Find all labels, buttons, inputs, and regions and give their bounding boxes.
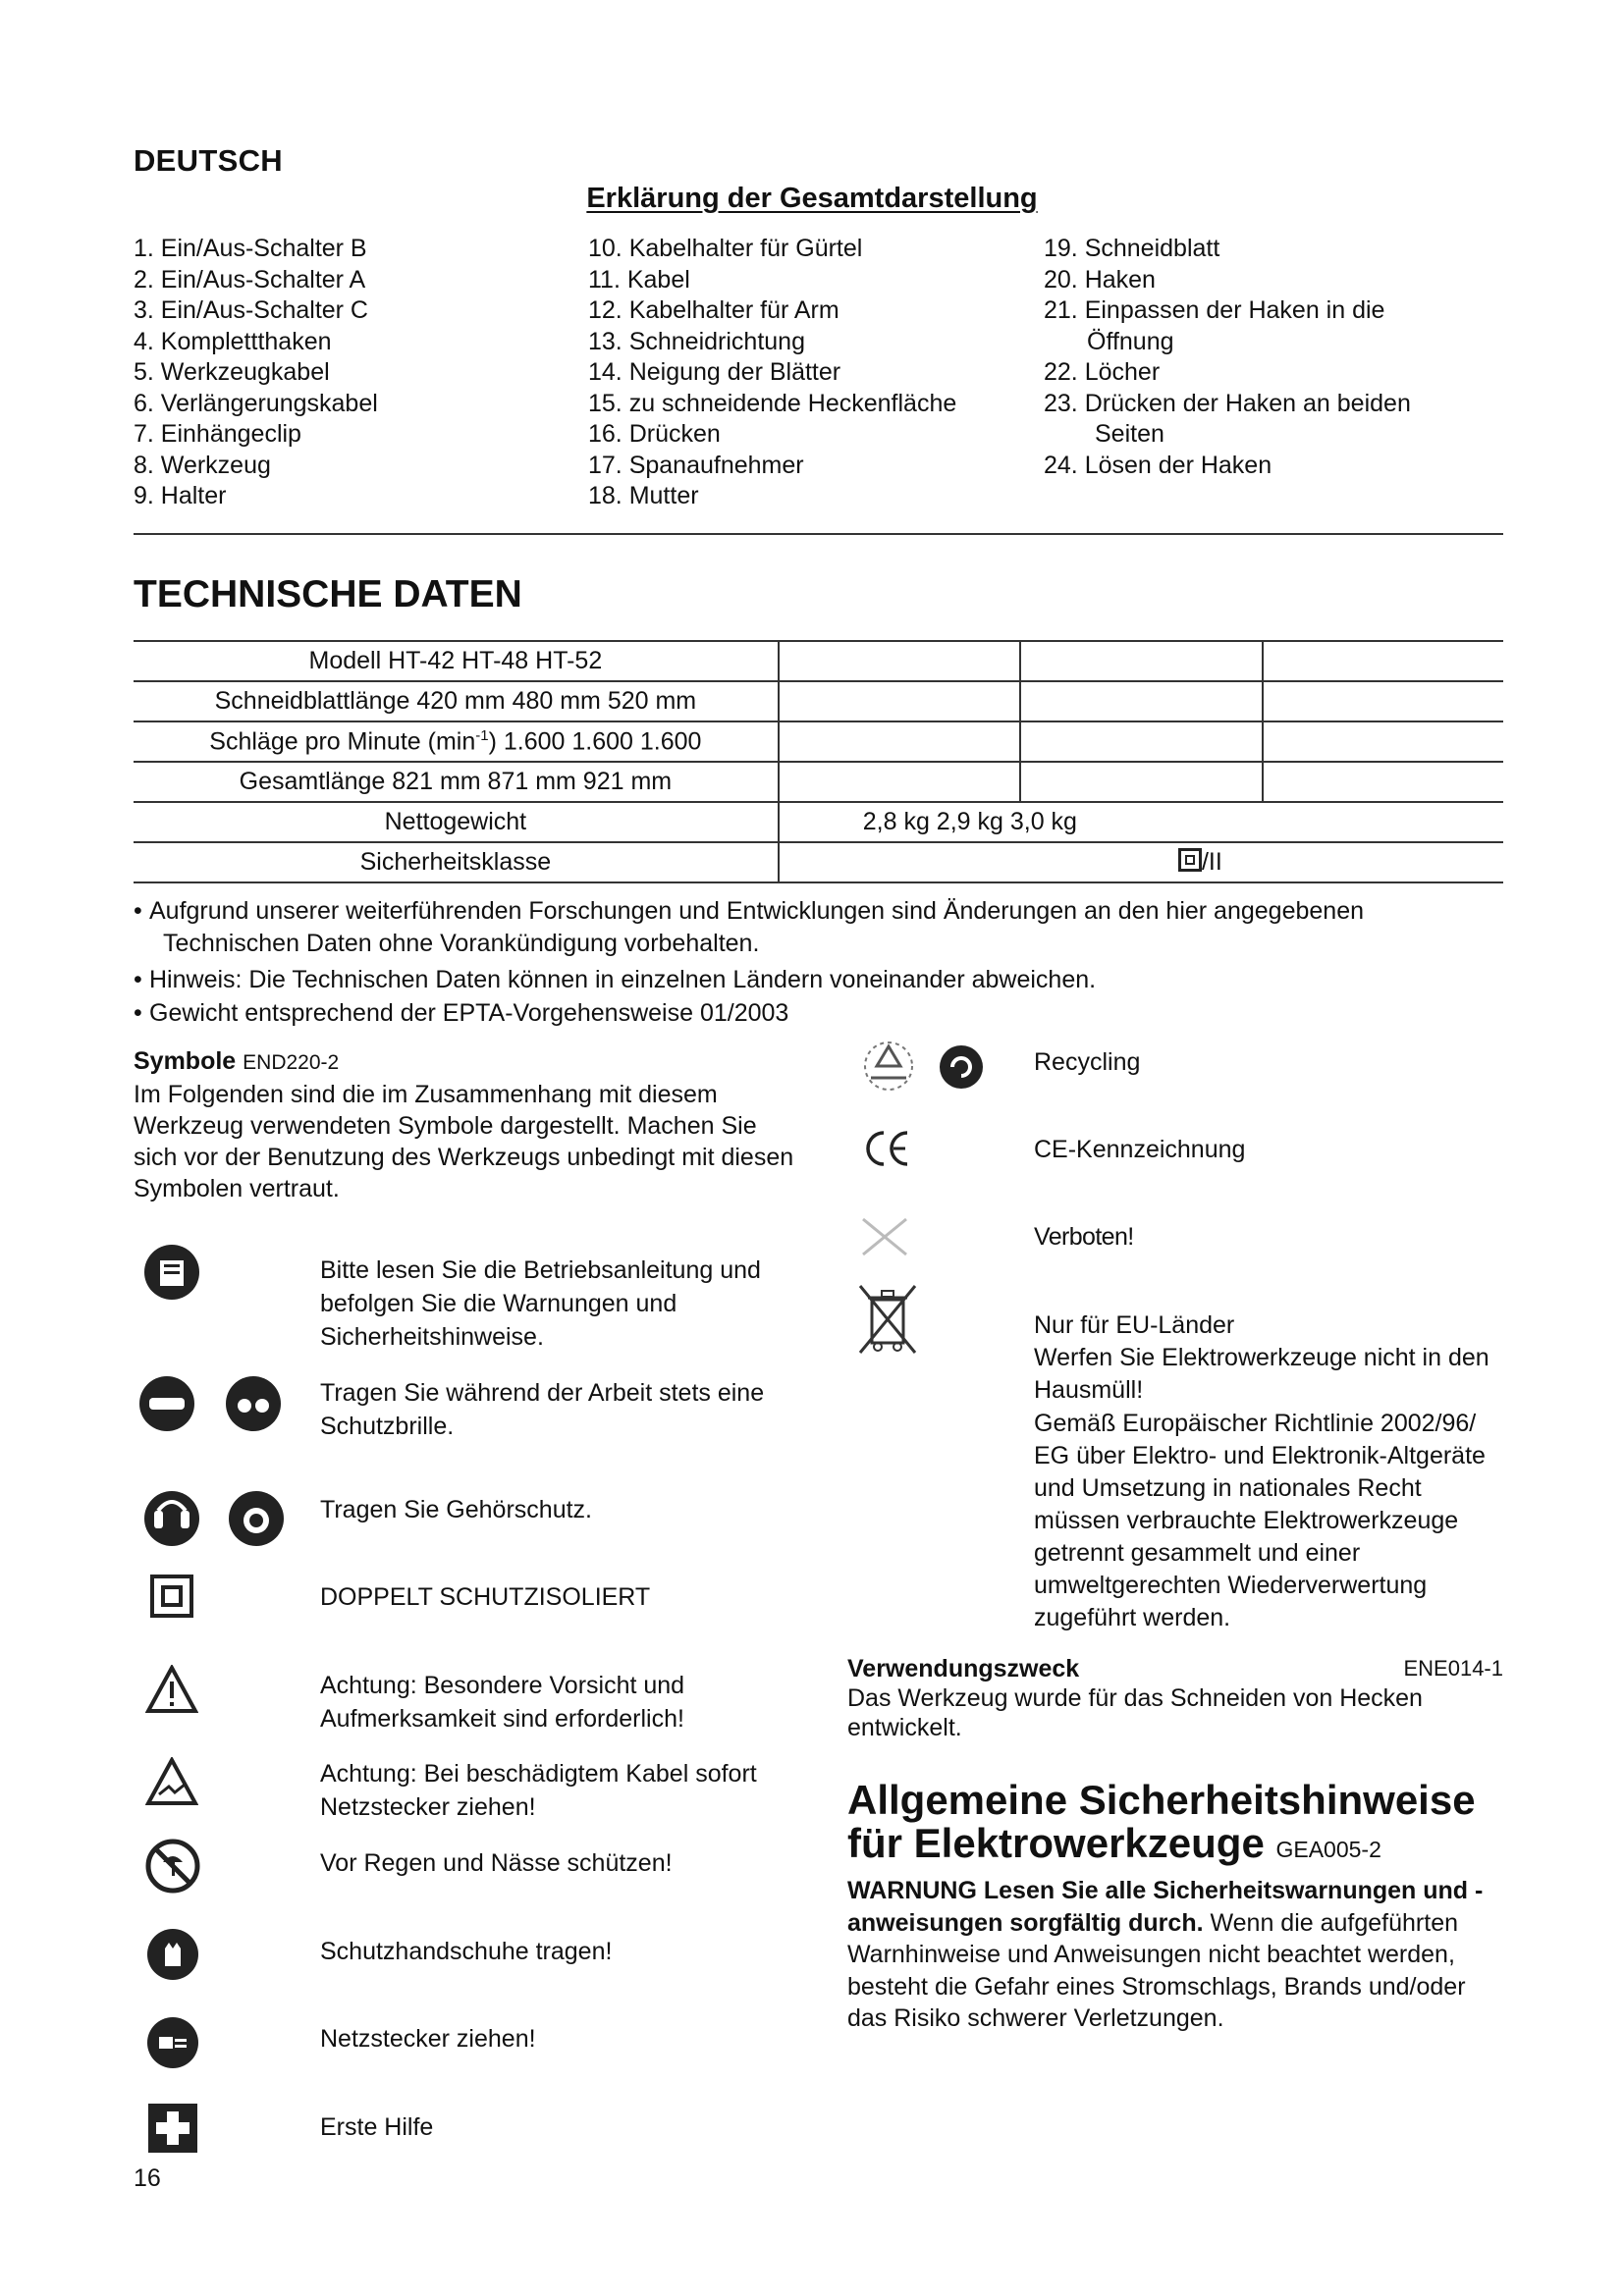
list-item: 18. Mutter <box>588 482 699 509</box>
language-heading: DEUTSCH <box>134 143 283 178</box>
list-item: 11. Kabel <box>588 265 690 294</box>
table-row <box>134 641 1503 681</box>
overview-title: Erklärung der Gesamtdarstellung <box>586 183 1038 214</box>
usage-code: ENE014-1 <box>1403 1656 1503 1681</box>
list-item: 8. Werkzeug <box>134 451 271 479</box>
symbol-text-recycling: Recycling <box>1034 1048 1141 1076</box>
symbol-text-household-waste: Werfen Sie Elektrowerkzeuge nicht in den Hausmüll! <box>1034 1344 1489 1404</box>
symbol-text-damaged-cable: Achtung: Bei beschädigtem Kabel sofort Netzstecker ziehen! <box>320 1760 757 1821</box>
list-item: 22. Löcher <box>1044 358 1161 386</box>
list-item: 5. Werkzeugkabel <box>134 358 330 386</box>
recycling-icon <box>861 1039 916 1094</box>
spec-label: Nettogewicht <box>134 802 779 842</box>
spec-value: 2,8 kg 2,9 kg 3,0 kg <box>779 802 1503 842</box>
list-item: 2. Ein/Aus-Schalter A <box>134 265 366 294</box>
symbol-text-goggles: Tragen Sie während der Arbeit stets eine Schutzbrille. <box>320 1379 765 1440</box>
list-item: 1. Ein/Aus-Schalter B <box>134 235 367 262</box>
no-rain-icon <box>145 1839 200 1894</box>
table-row <box>134 681 1503 721</box>
divider <box>134 533 1503 535</box>
gloves-icon <box>145 1927 200 1982</box>
list-item: 12. Kabelhalter für Arm <box>588 296 839 324</box>
specs-table <box>134 640 1503 883</box>
symbol-text-ear-protection: Tragen Sie Gehörschutz. <box>320 1496 592 1523</box>
safety-title: Allgemeine Sicherheitshinweise für Elektrowerkzeuge GEA005-2 <box>847 1777 1476 1866</box>
safety-warning: WARNUNG Lesen Sie alle Sicherheitswarnungen und -anweisungen sorgfältig durch. Wenn die aufgeführten Warnhinweise und Anweisungen nicht beachtet werden, besteht die Gefahr eines Stromschlags, Brands und/oder das Risiko schwerer Verletzungen. <box>847 1877 1484 2032</box>
table-row <box>134 762 1503 802</box>
list-item: Seiten <box>1095 420 1164 448</box>
spec-label: Schneidblattlänge 420 mm 480 mm 520 mm <box>134 681 779 721</box>
list-item: 6. Verlängerungskabel <box>134 389 378 417</box>
spec-label: Modell HT-42 HT-48 HT-52 <box>134 641 779 681</box>
usage-text: Das Werkzeug wurde für das Schneiden von Hecken entwickelt. <box>847 1684 1423 1741</box>
list-item: 4. Komplettthaken <box>134 327 332 355</box>
symbol-text-caution: Achtung: Besondere Vorsicht und Aufmerksamkeit sind erforderlich! <box>320 1672 685 1733</box>
prohibited-icon <box>857 1215 912 1258</box>
green-dot-icon <box>933 1037 990 1094</box>
list-item: 17. Spanaufnehmer <box>588 451 804 479</box>
usage-section <box>847 1654 1503 1742</box>
usage-heading: Verwendungszweck <box>847 1655 1080 1682</box>
list-item: 20. Haken <box>1044 265 1156 294</box>
parts-column-3 <box>1044 234 1411 481</box>
list-item: 15. zu schneidende Heckenfläche <box>588 389 957 417</box>
list-item: 3. Ein/Aus-Schalter C <box>134 296 368 324</box>
damaged-cable-warning-icon <box>145 1757 198 1806</box>
ce-mark-icon <box>864 1129 913 1168</box>
warning-triangle-icon <box>145 1665 198 1714</box>
list-item: 21. Einpassen der Haken in die <box>1044 296 1385 324</box>
note-continuation: Technischen Daten ohne Vorankündigung vorbehalten. <box>163 930 760 957</box>
table-row <box>134 721 1503 762</box>
safety-glasses-icon <box>224 1374 283 1433</box>
symbol-text-eu-only: Nur für EU-Länder <box>1034 1311 1235 1339</box>
symbols-code: END220-2 <box>243 1051 340 1074</box>
unplug-icon <box>145 2015 200 2070</box>
parts-column-1 <box>134 234 378 512</box>
symbol-text-first-aid: Erste Hilfe <box>320 2113 434 2141</box>
parts-column-2 <box>588 234 956 512</box>
goggles-icon <box>137 1374 196 1433</box>
symbol-text-forbidden: Verboten! <box>1034 1223 1134 1251</box>
list-item: 10. Kabelhalter für Gürtel <box>588 235 863 262</box>
note: • Hinweis: Die Technischen Daten können in einzelnen Ländern voneinander abweichen. <box>134 966 1097 993</box>
symbol-text-double-insulated: DOPPELT SCHUTZISOLIERT <box>320 1583 651 1611</box>
list-item: 24. Lösen der Haken <box>1044 451 1272 479</box>
list-item: 19. Schneidblatt <box>1044 235 1220 262</box>
double-insulated-icon <box>150 1575 193 1618</box>
ear-protection-icon <box>142 1489 201 1548</box>
list-item: 9. Halter <box>134 482 227 509</box>
spec-value: /II <box>779 842 1503 882</box>
spec-label: Schläge pro Minute $(\min^{-1})$ 1.600 1.600 1.600 <box>134 721 779 762</box>
symbol-text-ce: CE-Kennzeichnung <box>1034 1136 1246 1163</box>
symbol-text-gloves: Schutzhandschuhe tragen! <box>320 1938 613 1965</box>
table-row <box>134 842 1503 882</box>
symbol-text-weee-directive: Gemäß Europäischer Richtlinie 2002/96/ EG über Elektro- und Elektronik-Altgeräte und Umsetzung in nationales Recht müssen verbrauchte Elektrowerkzeuge getrennt gesammelt und einer umweltgerechten Wiederverwertung zugeführt werden. <box>1034 1410 1486 1631</box>
ear-defender-icon <box>227 1489 286 1548</box>
list-item: 7. Einhängeclip <box>134 420 301 448</box>
spec-label: Sicherheitsklasse <box>134 842 779 882</box>
symbols-intro: Symbole END220-2 Im Folgenden sind die im Zusammenhang mit diesem Werkzeug verwendeten Symbole dargestellt. Machen Sie sich vor der Benutzung des Werkzeugs unbedingt mit diesen Symbolen vertraut. <box>134 1047 794 1202</box>
list-item: 14. Neigung der Blätter <box>588 358 841 386</box>
list-item: 13. Schneidrichtung <box>588 327 805 355</box>
note: • Aufgrund unserer weiterführenden Forschungen und Entwicklungen sind Änderungen an den hier angegebenen <box>134 897 1364 925</box>
safety-code: GEA005-2 <box>1275 1837 1381 1862</box>
page-number: 16 <box>134 2164 161 2192</box>
symbol-text-read-manual: Bitte lesen Sie die Betriebsanleitung und befolgen Sie die Warnungen und Sicherheitshinweise. <box>320 1256 761 1351</box>
note: • Gewicht entsprechend der EPTA-Vorgehensweise 01/2003 <box>134 999 789 1027</box>
symbols-heading: Symbole <box>134 1047 237 1075</box>
first-aid-icon <box>148 2104 197 2153</box>
symbol-text-unplug: Netzstecker ziehen! <box>320 2025 536 2053</box>
specs-title: TECHNISCHE DATEN <box>134 573 522 615</box>
read-manual-icon <box>142 1243 201 1302</box>
table-row <box>134 802 1503 842</box>
list-item: 16. Drücken <box>588 420 721 448</box>
list-item: Öffnung <box>1087 327 1174 355</box>
spec-label: Gesamtlänge 821 mm 871 mm 921 mm <box>134 762 779 802</box>
list-item: 23. Drücken der Haken an beiden <box>1044 389 1411 417</box>
weee-bin-icon <box>854 1282 921 1357</box>
symbol-text-no-rain: Vor Regen und Nässe schützen! <box>320 1849 673 1877</box>
double-insulation-icon <box>1178 848 1202 872</box>
